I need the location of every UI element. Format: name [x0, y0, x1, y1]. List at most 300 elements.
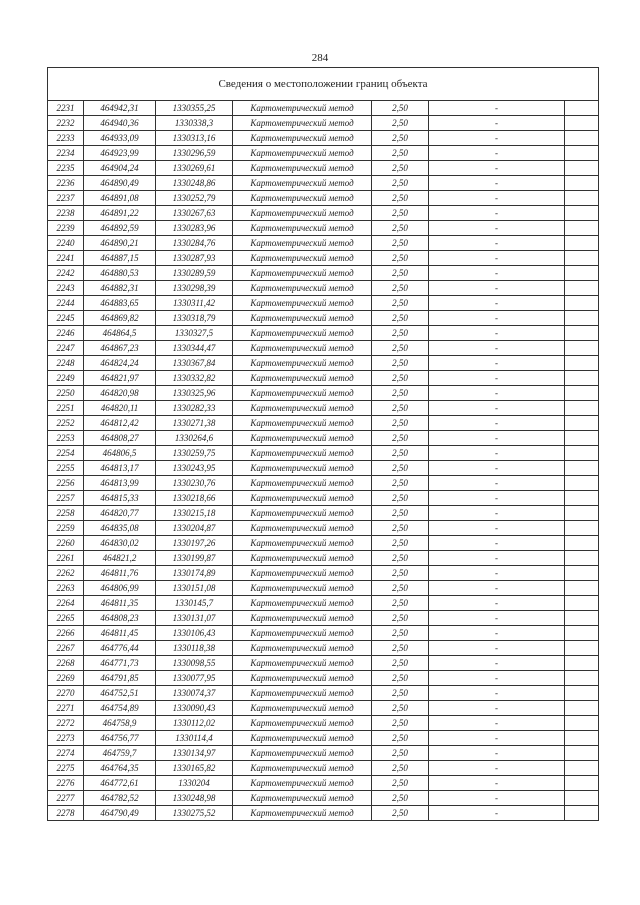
precision-cell: 2,50	[372, 566, 429, 581]
method-cell: Картометрический метод	[233, 401, 372, 416]
table-row	[48, 671, 599, 686]
point-number-cell: 2246	[48, 326, 84, 341]
empty-cell	[565, 191, 599, 206]
x-coordinate-cell: 464811,76	[84, 566, 156, 581]
table-row	[48, 116, 599, 131]
precision-cell: 2,50	[372, 266, 429, 281]
empty-cell	[565, 176, 599, 191]
y-coordinate-cell: 1330275,52	[156, 806, 233, 821]
description-cell: -	[429, 686, 565, 701]
method-cell: Картометрический метод	[233, 206, 372, 221]
y-coordinate-cell: 1330204	[156, 776, 233, 791]
x-coordinate-cell: 464942,31	[84, 101, 156, 116]
description-cell: -	[429, 101, 565, 116]
point-number-cell: 2266	[48, 626, 84, 641]
y-coordinate-cell: 1330284,76	[156, 236, 233, 251]
y-coordinate-cell: 1330074,37	[156, 686, 233, 701]
y-coordinate-cell: 1330077,95	[156, 671, 233, 686]
empty-cell	[565, 611, 599, 626]
table-row	[48, 266, 599, 281]
point-number-cell: 2264	[48, 596, 84, 611]
method-cell: Картометрический метод	[233, 116, 372, 131]
x-coordinate-cell: 464811,35	[84, 596, 156, 611]
y-coordinate-cell: 1330283,96	[156, 221, 233, 236]
y-coordinate-cell: 1330267,63	[156, 206, 233, 221]
table-row	[48, 341, 599, 356]
x-coordinate-cell: 464887,15	[84, 251, 156, 266]
method-cell: Картометрический метод	[233, 431, 372, 446]
method-cell: Картометрический метод	[233, 461, 372, 476]
x-coordinate-cell: 464867,23	[84, 341, 156, 356]
empty-cell	[565, 581, 599, 596]
precision-cell: 2,50	[372, 236, 429, 251]
empty-cell	[565, 566, 599, 581]
description-cell: -	[429, 566, 565, 581]
point-number-cell: 2232	[48, 116, 84, 131]
y-coordinate-cell: 1330259,75	[156, 446, 233, 461]
table-row	[48, 191, 599, 206]
y-coordinate-cell: 1330327,5	[156, 326, 233, 341]
empty-cell	[565, 626, 599, 641]
description-cell: -	[429, 491, 565, 506]
empty-cell	[565, 686, 599, 701]
method-cell: Картометрический метод	[233, 131, 372, 146]
method-cell: Картометрический метод	[233, 296, 372, 311]
precision-cell: 2,50	[372, 701, 429, 716]
table-row	[48, 581, 599, 596]
description-cell: -	[429, 761, 565, 776]
method-cell: Картометрический метод	[233, 476, 372, 491]
x-coordinate-cell: 464790,49	[84, 806, 156, 821]
point-number-cell: 2231	[48, 101, 84, 116]
description-cell: -	[429, 446, 565, 461]
x-coordinate-cell: 464892,59	[84, 221, 156, 236]
coordinates-table	[47, 67, 599, 821]
x-coordinate-cell: 464806,99	[84, 581, 156, 596]
x-coordinate-cell: 464923,99	[84, 146, 156, 161]
precision-cell: 2,50	[372, 476, 429, 491]
x-coordinate-cell: 464821,2	[84, 551, 156, 566]
table-row	[48, 221, 599, 236]
precision-cell: 2,50	[372, 206, 429, 221]
x-coordinate-cell: 464752,51	[84, 686, 156, 701]
description-cell: -	[429, 551, 565, 566]
precision-cell: 2,50	[372, 281, 429, 296]
y-coordinate-cell: 1330311,42	[156, 296, 233, 311]
x-coordinate-cell: 464764,35	[84, 761, 156, 776]
method-cell: Картометрический метод	[233, 161, 372, 176]
table-row	[48, 296, 599, 311]
method-cell: Картометрический метод	[233, 356, 372, 371]
description-cell: -	[429, 221, 565, 236]
point-number-cell: 2254	[48, 446, 84, 461]
y-coordinate-cell: 1330355,25	[156, 101, 233, 116]
empty-cell	[565, 161, 599, 176]
x-coordinate-cell: 464820,98	[84, 386, 156, 401]
table-row	[48, 506, 599, 521]
precision-cell: 2,50	[372, 461, 429, 476]
precision-cell: 2,50	[372, 611, 429, 626]
x-coordinate-cell: 464933,09	[84, 131, 156, 146]
y-coordinate-cell: 1330344,47	[156, 341, 233, 356]
y-coordinate-cell: 1330332,82	[156, 371, 233, 386]
point-number-cell: 2235	[48, 161, 84, 176]
precision-cell: 2,50	[372, 176, 429, 191]
x-coordinate-cell: 464904,24	[84, 161, 156, 176]
method-cell: Картометрический метод	[233, 641, 372, 656]
table-row	[48, 611, 599, 626]
table-row	[48, 746, 599, 761]
description-cell: -	[429, 581, 565, 596]
x-coordinate-cell: 464754,89	[84, 701, 156, 716]
point-number-cell: 2244	[48, 296, 84, 311]
point-number-cell: 2243	[48, 281, 84, 296]
y-coordinate-cell: 1330252,79	[156, 191, 233, 206]
method-cell: Картометрический метод	[233, 191, 372, 206]
description-cell: -	[429, 116, 565, 131]
x-coordinate-cell: 464820,11	[84, 401, 156, 416]
method-cell: Картометрический метод	[233, 266, 372, 281]
description-cell: -	[429, 731, 565, 746]
empty-cell	[565, 296, 599, 311]
y-coordinate-cell: 1330106,43	[156, 626, 233, 641]
method-cell: Картометрический метод	[233, 521, 372, 536]
precision-cell: 2,50	[372, 161, 429, 176]
table-row	[48, 356, 599, 371]
description-cell: -	[429, 656, 565, 671]
y-coordinate-cell: 1330248,98	[156, 791, 233, 806]
y-coordinate-cell: 1330287,93	[156, 251, 233, 266]
y-coordinate-cell: 1330296,59	[156, 146, 233, 161]
y-coordinate-cell: 1330325,96	[156, 386, 233, 401]
y-coordinate-cell: 1330197,26	[156, 536, 233, 551]
table-row	[48, 176, 599, 191]
x-coordinate-cell: 464813,99	[84, 476, 156, 491]
description-cell: -	[429, 296, 565, 311]
point-number-cell: 2260	[48, 536, 84, 551]
method-cell: Картометрический метод	[233, 236, 372, 251]
description-cell: -	[429, 236, 565, 251]
description-cell: -	[429, 326, 565, 341]
x-coordinate-cell: 464759,7	[84, 746, 156, 761]
table-row	[48, 311, 599, 326]
y-coordinate-cell: 1330218,66	[156, 491, 233, 506]
table-row	[48, 281, 599, 296]
method-cell: Картометрический метод	[233, 701, 372, 716]
empty-cell	[565, 671, 599, 686]
precision-cell: 2,50	[372, 761, 429, 776]
precision-cell: 2,50	[372, 746, 429, 761]
method-cell: Картометрический метод	[233, 341, 372, 356]
x-coordinate-cell: 464791,85	[84, 671, 156, 686]
empty-cell	[565, 731, 599, 746]
precision-cell: 2,50	[372, 371, 429, 386]
empty-cell	[565, 221, 599, 236]
y-coordinate-cell: 1330230,76	[156, 476, 233, 491]
description-cell: -	[429, 521, 565, 536]
method-cell: Картометрический метод	[233, 776, 372, 791]
point-number-cell: 2271	[48, 701, 84, 716]
table-row	[48, 656, 599, 671]
point-number-cell: 2267	[48, 641, 84, 656]
description-cell: -	[429, 746, 565, 761]
table-row	[48, 386, 599, 401]
empty-cell	[565, 401, 599, 416]
table-row	[48, 761, 599, 776]
precision-cell: 2,50	[372, 401, 429, 416]
empty-cell	[565, 146, 599, 161]
y-coordinate-cell: 1330338,3	[156, 116, 233, 131]
empty-cell	[565, 371, 599, 386]
table-row	[48, 101, 599, 116]
y-coordinate-cell: 1330199,87	[156, 551, 233, 566]
table-row	[48, 461, 599, 476]
description-cell: -	[429, 401, 565, 416]
x-coordinate-cell: 464808,27	[84, 431, 156, 446]
y-coordinate-cell: 1330243,95	[156, 461, 233, 476]
x-coordinate-cell: 464890,21	[84, 236, 156, 251]
precision-cell: 2,50	[372, 506, 429, 521]
point-number-cell: 2239	[48, 221, 84, 236]
table-row	[48, 491, 599, 506]
y-coordinate-cell: 1330248,86	[156, 176, 233, 191]
description-cell: -	[429, 356, 565, 371]
precision-cell: 2,50	[372, 386, 429, 401]
method-cell: Картометрический метод	[233, 626, 372, 641]
table-row	[48, 596, 599, 611]
table-row	[48, 551, 599, 566]
table-row	[48, 701, 599, 716]
method-cell: Картометрический метод	[233, 146, 372, 161]
y-coordinate-cell: 1330271,38	[156, 416, 233, 431]
x-coordinate-cell: 464891,08	[84, 191, 156, 206]
method-cell: Картометрический метод	[233, 251, 372, 266]
point-number-cell: 2270	[48, 686, 84, 701]
empty-cell	[565, 551, 599, 566]
method-cell: Картометрический метод	[233, 221, 372, 236]
point-number-cell: 2249	[48, 371, 84, 386]
y-coordinate-cell: 1330215,18	[156, 506, 233, 521]
empty-cell	[565, 716, 599, 731]
precision-cell: 2,50	[372, 731, 429, 746]
x-coordinate-cell: 464771,73	[84, 656, 156, 671]
description-cell: -	[429, 131, 565, 146]
empty-cell	[565, 266, 599, 281]
precision-cell: 2,50	[372, 311, 429, 326]
x-coordinate-cell: 464806,5	[84, 446, 156, 461]
coordinates-table-sheet	[47, 67, 598, 821]
description-cell: -	[429, 416, 565, 431]
point-number-cell: 2255	[48, 461, 84, 476]
y-coordinate-cell: 1330151,08	[156, 581, 233, 596]
table-row	[48, 131, 599, 146]
y-coordinate-cell: 1330289,59	[156, 266, 233, 281]
empty-cell	[565, 446, 599, 461]
table-body	[48, 101, 599, 821]
table-header: Сведения о местоположении границ объекта	[48, 68, 599, 101]
empty-cell	[565, 236, 599, 251]
y-coordinate-cell: 1330145,7	[156, 596, 233, 611]
point-number-cell: 2273	[48, 731, 84, 746]
table-row	[48, 251, 599, 266]
precision-cell: 2,50	[372, 806, 429, 821]
table-row	[48, 161, 599, 176]
method-cell: Картометрический метод	[233, 551, 372, 566]
x-coordinate-cell: 464813,17	[84, 461, 156, 476]
precision-cell: 2,50	[372, 626, 429, 641]
point-number-cell: 2242	[48, 266, 84, 281]
x-coordinate-cell: 464890,49	[84, 176, 156, 191]
y-coordinate-cell: 1330318,79	[156, 311, 233, 326]
precision-cell: 2,50	[372, 326, 429, 341]
method-cell: Картометрический метод	[233, 716, 372, 731]
point-number-cell: 2251	[48, 401, 84, 416]
description-cell: -	[429, 626, 565, 641]
method-cell: Картометрический метод	[233, 656, 372, 671]
y-coordinate-cell: 1330367,84	[156, 356, 233, 371]
method-cell: Картометрический метод	[233, 806, 372, 821]
empty-cell	[565, 101, 599, 116]
x-coordinate-cell: 464812,42	[84, 416, 156, 431]
empty-cell	[565, 656, 599, 671]
method-cell: Картометрический метод	[233, 311, 372, 326]
x-coordinate-cell: 464824,24	[84, 356, 156, 371]
description-cell: -	[429, 341, 565, 356]
method-cell: Картометрический метод	[233, 596, 372, 611]
empty-cell	[565, 341, 599, 356]
point-number-cell: 2247	[48, 341, 84, 356]
point-number-cell: 2248	[48, 356, 84, 371]
table-row	[48, 641, 599, 656]
table-row	[48, 401, 599, 416]
precision-cell: 2,50	[372, 656, 429, 671]
x-coordinate-cell: 464808,23	[84, 611, 156, 626]
y-coordinate-cell: 1330264,6	[156, 431, 233, 446]
point-number-cell: 2272	[48, 716, 84, 731]
method-cell: Картометрический метод	[233, 446, 372, 461]
method-cell: Картометрический метод	[233, 101, 372, 116]
empty-cell	[565, 356, 599, 371]
description-cell: -	[429, 641, 565, 656]
precision-cell: 2,50	[372, 251, 429, 266]
empty-cell	[565, 776, 599, 791]
method-cell: Картометрический метод	[233, 371, 372, 386]
point-number-cell: 2262	[48, 566, 84, 581]
point-number-cell: 2259	[48, 521, 84, 536]
description-cell: -	[429, 266, 565, 281]
precision-cell: 2,50	[372, 491, 429, 506]
empty-cell	[565, 206, 599, 221]
empty-cell	[565, 506, 599, 521]
y-coordinate-cell: 1330165,82	[156, 761, 233, 776]
empty-cell	[565, 491, 599, 506]
x-coordinate-cell: 464820,77	[84, 506, 156, 521]
precision-cell: 2,50	[372, 341, 429, 356]
table-row	[48, 371, 599, 386]
precision-cell: 2,50	[372, 791, 429, 806]
x-coordinate-cell: 464835,08	[84, 521, 156, 536]
description-cell: -	[429, 191, 565, 206]
point-number-cell: 2256	[48, 476, 84, 491]
x-coordinate-cell: 464891,22	[84, 206, 156, 221]
description-cell: -	[429, 806, 565, 821]
y-coordinate-cell: 1330313,16	[156, 131, 233, 146]
point-number-cell: 2274	[48, 746, 84, 761]
method-cell: Картометрический метод	[233, 611, 372, 626]
table-row	[48, 566, 599, 581]
point-number-cell: 2268	[48, 656, 84, 671]
point-number-cell: 2250	[48, 386, 84, 401]
method-cell: Картометрический метод	[233, 791, 372, 806]
x-coordinate-cell: 464883,65	[84, 296, 156, 311]
precision-cell: 2,50	[372, 716, 429, 731]
x-coordinate-cell: 464772,61	[84, 776, 156, 791]
precision-cell: 2,50	[372, 431, 429, 446]
method-cell: Картометрический метод	[233, 581, 372, 596]
point-number-cell: 2253	[48, 431, 84, 446]
x-coordinate-cell: 464880,53	[84, 266, 156, 281]
empty-cell	[565, 311, 599, 326]
method-cell: Картометрический метод	[233, 326, 372, 341]
table-row	[48, 476, 599, 491]
method-cell: Картометрический метод	[233, 386, 372, 401]
point-number-cell: 2236	[48, 176, 84, 191]
description-cell: -	[429, 146, 565, 161]
empty-cell	[565, 536, 599, 551]
empty-cell	[565, 641, 599, 656]
point-number-cell: 2265	[48, 611, 84, 626]
method-cell: Картометрический метод	[233, 566, 372, 581]
precision-cell: 2,50	[372, 581, 429, 596]
precision-cell: 2,50	[372, 596, 429, 611]
y-coordinate-cell: 1330269,61	[156, 161, 233, 176]
x-coordinate-cell: 464815,33	[84, 491, 156, 506]
precision-cell: 2,50	[372, 191, 429, 206]
point-number-cell: 2245	[48, 311, 84, 326]
table-row	[48, 326, 599, 341]
point-number-cell: 2241	[48, 251, 84, 266]
x-coordinate-cell: 464869,82	[84, 311, 156, 326]
precision-cell: 2,50	[372, 776, 429, 791]
method-cell: Картометрический метод	[233, 686, 372, 701]
x-coordinate-cell: 464811,45	[84, 626, 156, 641]
table-row	[48, 521, 599, 536]
table-row	[48, 626, 599, 641]
point-number-cell: 2263	[48, 581, 84, 596]
point-number-cell: 2257	[48, 491, 84, 506]
y-coordinate-cell: 1330112,02	[156, 716, 233, 731]
table-row	[48, 791, 599, 806]
method-cell: Картометрический метод	[233, 731, 372, 746]
y-coordinate-cell: 1330098,55	[156, 656, 233, 671]
x-coordinate-cell: 464821,97	[84, 371, 156, 386]
precision-cell: 2,50	[372, 551, 429, 566]
method-cell: Картометрический метод	[233, 746, 372, 761]
description-cell: -	[429, 671, 565, 686]
y-coordinate-cell: 1330090,43	[156, 701, 233, 716]
method-cell: Картометрический метод	[233, 281, 372, 296]
description-cell: -	[429, 371, 565, 386]
description-cell: -	[429, 161, 565, 176]
empty-cell	[565, 431, 599, 446]
description-cell: -	[429, 461, 565, 476]
description-cell: -	[429, 311, 565, 326]
y-coordinate-cell: 1330174,89	[156, 566, 233, 581]
point-number-cell: 2234	[48, 146, 84, 161]
table-row	[48, 206, 599, 221]
point-number-cell: 2277	[48, 791, 84, 806]
empty-cell	[565, 386, 599, 401]
